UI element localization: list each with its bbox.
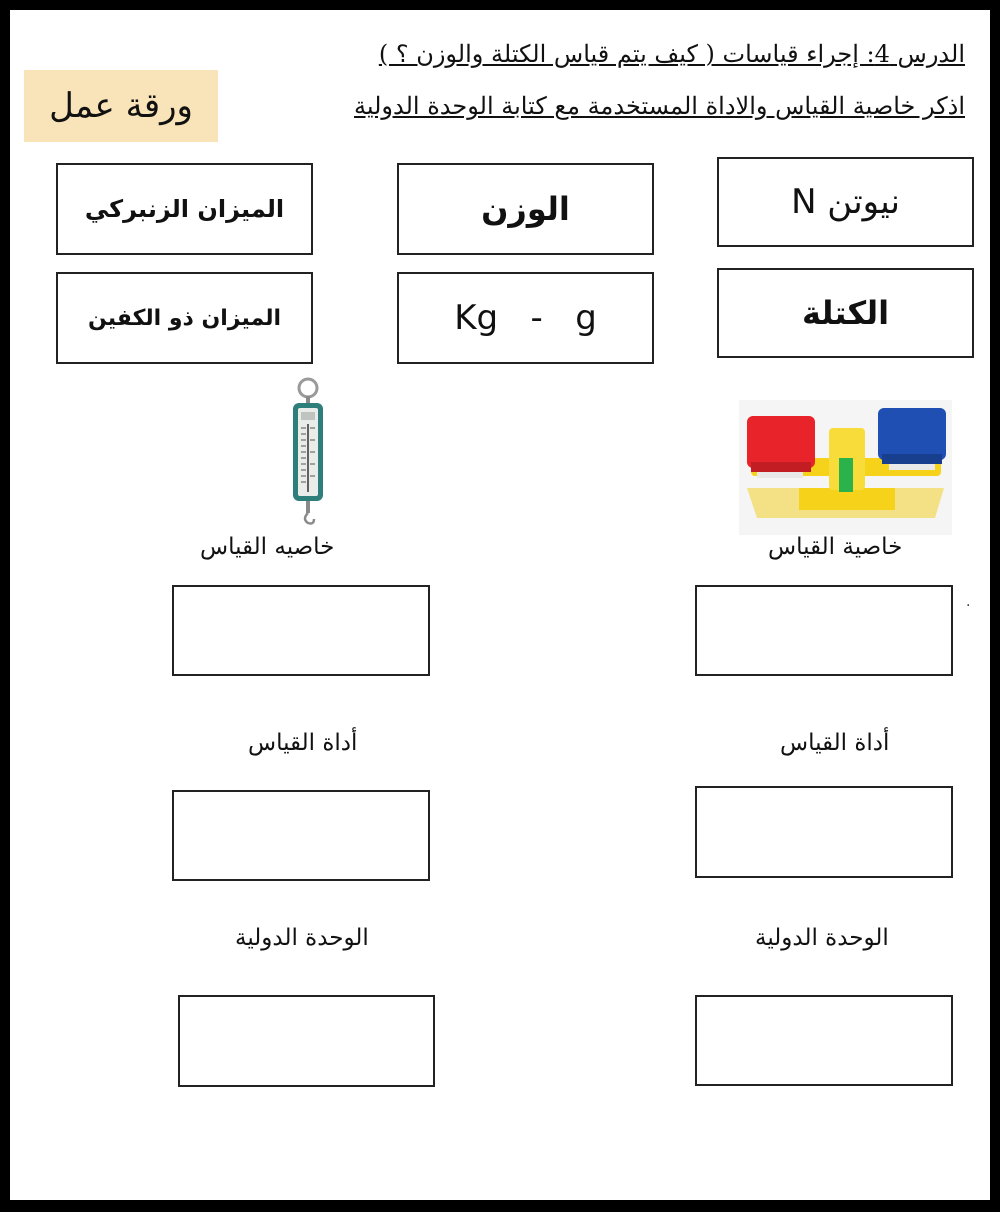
left-unit-answer-box[interactable] [178, 995, 435, 1087]
pan-balance-image [739, 400, 952, 535]
word-card-spring-scale[interactable]: الميزان الزنبركي [56, 163, 313, 255]
left-property-answer-box[interactable] [172, 585, 430, 676]
word-card-kg-g[interactable]: Kg - g [397, 272, 654, 364]
left-property-label: خاصيه القياس [200, 534, 335, 560]
right-tool-label: أداة القياس [780, 730, 890, 756]
word-card-mass[interactable]: الكتلة [717, 268, 974, 358]
left-tool-answer-box[interactable] [172, 790, 430, 881]
left-unit-label: الوحدة الدولية [235, 925, 369, 951]
worksheet-page [10, 10, 990, 1200]
right-tool-answer-box[interactable] [695, 786, 953, 878]
spring-scale-image [280, 376, 336, 526]
right-unit-label: الوحدة الدولية [755, 925, 889, 951]
right-property-answer-box[interactable] [695, 585, 953, 676]
right-property-label: خاصية القياس [768, 534, 903, 560]
word-card-weight[interactable]: الوزن [397, 163, 654, 255]
instruction-text: اذكر خاصية القياس والاداة المستخدمة مع كتابة الوحدة الدولية [354, 92, 965, 120]
stray-dot: . [966, 594, 971, 610]
worksheet-badge: ورقة عمل [24, 70, 218, 142]
lesson-title: الدرس 4: إجراء قياسات ( كيف يتم قياس الكتلة والوزن ؟ ) [378, 40, 965, 68]
word-card-newton[interactable]: نيوتن N [717, 157, 974, 247]
left-tool-label: أداة القياس [248, 730, 358, 756]
word-card-pan-balance[interactable]: الميزان ذو الكفين [56, 272, 313, 364]
right-unit-answer-box[interactable] [695, 995, 953, 1086]
